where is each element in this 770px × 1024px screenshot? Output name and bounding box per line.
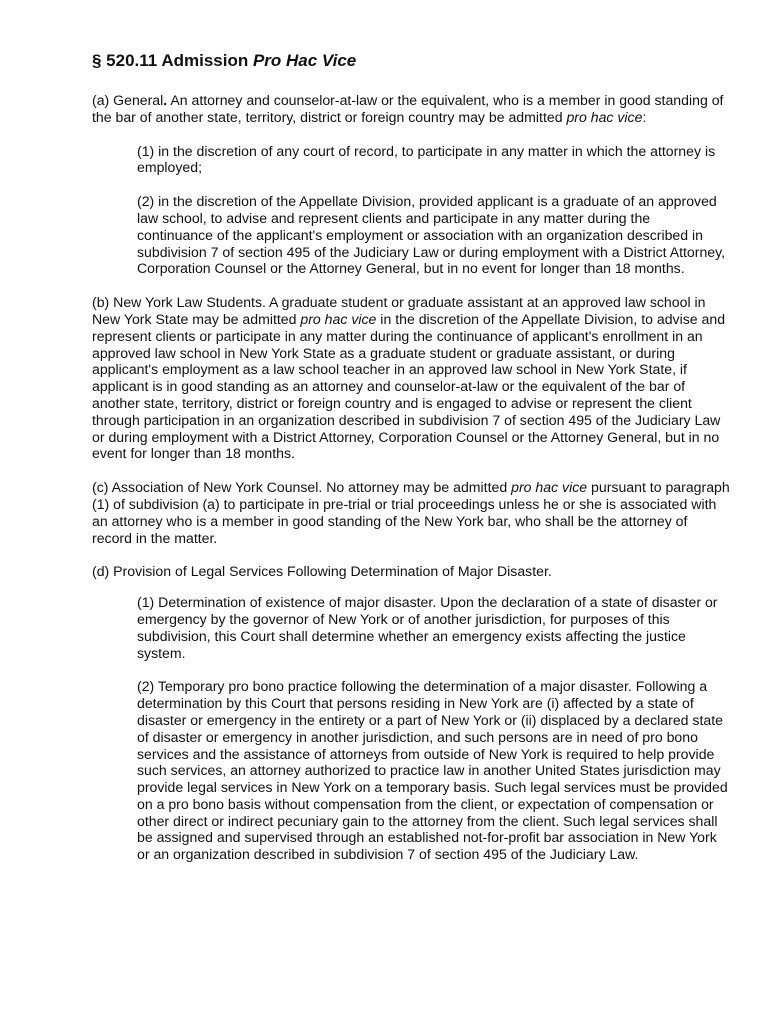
section-d-heading: (d) Provision of Legal Services Following Determination of Major Disaster. <box>92 563 552 580</box>
section-a-italic: pro hac vice <box>566 108 643 125</box>
section-d-item-1: (1) Determination of existence of major disaster. Upon the declaration of a state of disaster or emergency by the governor of New York or of another jurisdiction, for purposes of this subdivision, this Court shall determine whether an emergency exists affecting the justice system. <box>137 594 718 661</box>
page-title <box>92 50 730 72</box>
section-b-italic: pro hac vice <box>300 310 377 327</box>
section-c-paragraph <box>92 479 730 546</box>
section-a-lead-dot: . <box>163 92 168 108</box>
section-a-text: An attorney and counselor-at-law or the equivalent, who is a member in good standing of the bar of another state, territory, district or foreign country may be admitted <box>92 92 724 125</box>
section-a-lead: (a) General <box>92 92 164 108</box>
section-a-paragraph <box>92 92 730 126</box>
section-a-tail: : <box>642 108 647 125</box>
section-b-text-1: (b) New York Law Students. A graduate student or graduate assistant at an approved law school in New York State may be admitted <box>92 294 706 327</box>
section-c-text-2: pursuant to paragraph (1) of subdivision (a) to participate in pre-trial or trial proceedings unless he or she is associated with an attorney who is a member in good standing of the New York bar, who shall be the attorney of record in the matter. <box>92 479 730 546</box>
section-b-paragraph <box>92 294 730 462</box>
title-italic: Pro Hac Vice <box>252 51 357 70</box>
section-c-italic: pro hac vice <box>511 479 588 496</box>
section-a-item-1: (1) in the discretion of any court of record, to participate in any matter in which the attorney is employed; <box>137 142 716 176</box>
title-prefix: § 520.11 Admission <box>92 51 253 70</box>
section-a-item-2: (2) in the discretion of the Appellate Division, provided applicant is a graduate of an approved law school, to advise and represent clients and participate in any matter during the continuance of the applicant's employment or association with an organization described in subdivision 7 of section 495 of the Judiciary Law or during employment with a District Attorney, Corporation Counsel or the Attorney General, but in no event for longer than 18 months. <box>137 193 726 277</box>
section-c-text-1: (c) Association of New York Counsel. No attorney may be admitted <box>92 479 512 496</box>
section-d-item-2: (2) Temporary pro bono practice following the determination of a major disaster. Following a determination by this Court that persons residing in New York are (i) affected by a state of disaster or emergency in the entirety or a part of New York or (ii) displaced by a declared state of disaster or emergency in another jurisdiction, and such persons are in need of pro bono services and the assistance of attorneys from outside of New York is required to help provide such services, an attorney authorized to practice law in another United States jurisdiction may provide legal services in New York on a temporary basis. Such legal services must be provided on a pro bono basis without compensation from the client, or expectation of compensation or other direct or indirect pecuniary gain to the attorney from the client. Such legal services shall be assigned and supervised through an established not-for-profit bar association in New York or an organization described in subdivision 7 of section 495 of the Judiciary Law. <box>137 678 728 863</box>
section-b-text-2: in the discretion of the Appellate Division, to advise and represent clients or participate in any matter during the continuance of applicant's enrollment in an approved law school in New York State as a graduate student or graduate assistant, or during applicant's employment as a law school teacher in an approved law school in New York State, if applicant is in good standing as an attorney and counselor-at-law or the equivalent of the bar of another state, territory, district or foreign country and is engaged to advise or represent the client through participation in an organization described in subdivision 7 of section 495 of the Judiciary Law or during employment with a District Attorney, Corporation Counsel or the Attorney General, but in no event for longer than 18 months. <box>92 310 726 462</box>
